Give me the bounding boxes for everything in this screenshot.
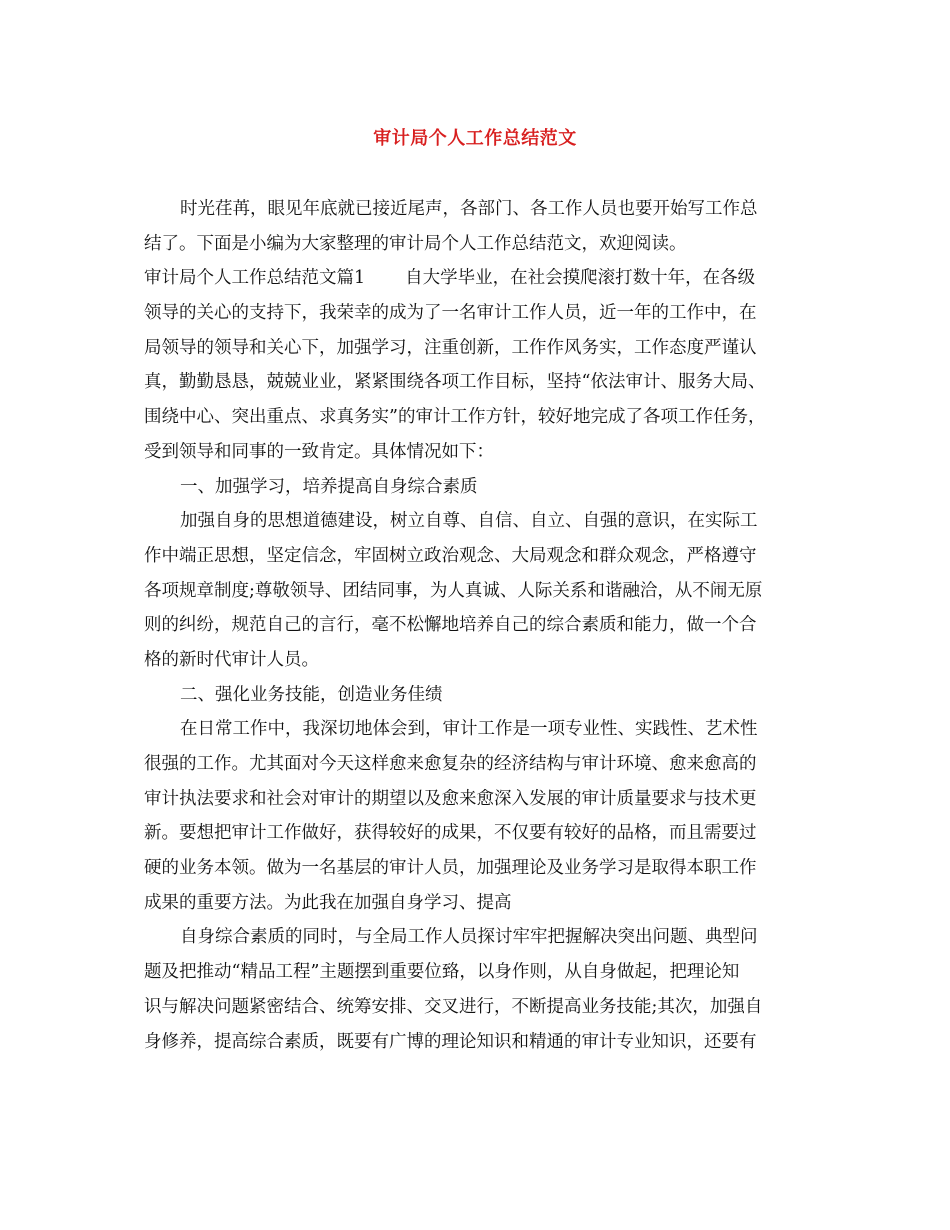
section-heading: 一、加强学习，培养提高自身综合素质 — [180, 476, 478, 497]
document-body — [144, 192, 806, 1059]
paragraph-line: 自身综合素质的同时，与全局工作人员探讨牢牢把握解决突出问题、典型问 — [180, 927, 758, 948]
paragraph-line: 作中端正思想，坚定信念，牢固树立政治观念、大局观念和群众观念，严格遵守 — [144, 545, 757, 566]
paragraph-line: 各项规章制度;尊敬领导、团结同事，为人真诚、人际关系和谐融洽，从不闹无原 — [144, 580, 763, 601]
paragraph-line: 成果的重要方法。为此我在加强自身学习、提高 — [144, 892, 512, 913]
paragraph-line: 识与解决问题紧密结合、统筹安排、交叉进行，不断提高业务技能;其次，加强自 — [144, 996, 763, 1017]
paragraph-line: 题及把推动“精品工程”主题摆到重要位臵，以身作则，从自身做起，把理论知 — [144, 962, 740, 983]
article-heading: 审计局个人工作总结范文篇1 — [144, 268, 366, 289]
paragraph-line: 身修养，提高综合素质，既要有广博的理论知识和精通的审计专业知识，还要有 — [144, 1031, 757, 1052]
paragraph-line: 围绕中心、突出重点、求真务实”的审计工作方针，较好地完成了各项工作任务， — [144, 407, 766, 428]
paragraph-line: 审计执法要求和社会对审计的期望以及愈来愈深入发展的审计质量要求与技术更 — [144, 788, 757, 809]
paragraph-line: 受到领导和同事的一致肯定。具体情况如下： — [144, 441, 494, 462]
paragraph-line: 则的纠纷，规范自己的言行，毫不松懈地培养自己的综合素质和能力，做一个合 — [144, 615, 757, 636]
paragraph-line: 格的新时代审计人员。 — [144, 649, 319, 670]
document-title: 审计局个人工作总结范文 — [373, 128, 577, 149]
paragraph-line: 很强的工作。尤其面对今天这样愈来愈复杂的经济结构与审计环境、愈来愈高的 — [144, 754, 757, 774]
paragraph-line: 局领导的领导和关心下，加强学习，注重创新，工作作风务实，工作态度严谨认 — [144, 337, 757, 358]
paragraph-line: 加强自身的思想道德建设，树立自尊、自信、自立、自强的意识，在实际工 — [180, 511, 758, 532]
paragraph-line: 硬的业务本领。做为一名基层的审计人员，加强理论及业务学习是取得本职工作 — [144, 858, 757, 879]
paragraph-line: 在日常工作中，我深切地体会到，审计工作是一项专业性、实践性、艺术性 — [180, 719, 758, 740]
paragraph-line: 真，勤勤恳恳，兢兢业业，紧紧围绕各项工作目标，坚持“依法审计、服务大局、 — [144, 372, 766, 393]
paragraph-line: 新。要想把审计工作做好，获得较好的成果，不仅要有较好的品格，而且需要过 — [144, 823, 757, 844]
paragraph-line: 结了。下面是小编为大家整理的审计局个人工作总结范文，欢迎阅读。 — [144, 233, 687, 254]
paragraph-line: 时光荏苒，眼见年底就已接近尾声，各部门、各工作人员也要开始写工作总 — [180, 199, 758, 219]
paragraph-text: 自大学毕业，在社会摸爬滚打数十年，在各级 — [405, 268, 756, 289]
section-heading-line — [144, 261, 806, 296]
paragraph-line: 领导的关心的支持下，我荣幸的成为了一名审计工作人员，近一年的工作中，在 — [144, 303, 757, 324]
section-heading: 二、强化业务技能，创造业务佳绩 — [180, 684, 443, 705]
